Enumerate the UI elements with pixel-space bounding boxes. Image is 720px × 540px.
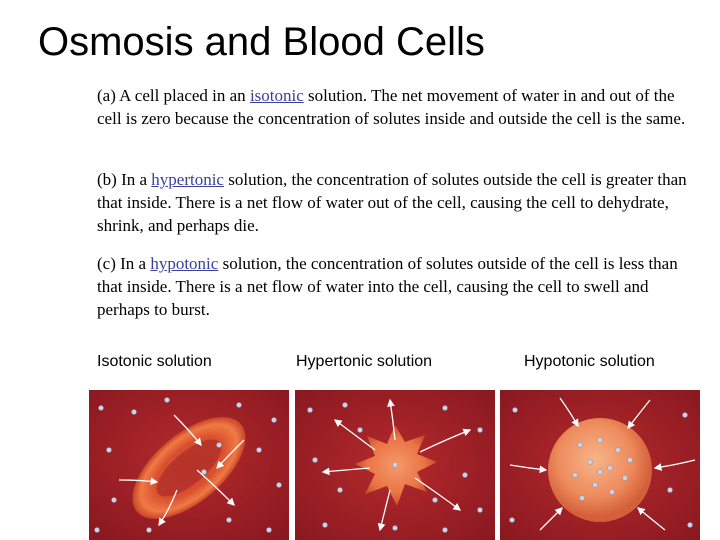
paragraph-hypertonic-prefix: (b) In a: [97, 170, 152, 189]
paragraph-hypotonic: [97, 252, 687, 321]
slide-title: Osmosis and Blood Cells: [38, 20, 485, 64]
paragraph-hypertonic-suffix: solution, the concentration of solutes outside the cell is greater than that inside. There is a net flow of water out of the cell, causing the cell to dehydrate, shrink, and perhaps die.: [97, 170, 687, 235]
isotonic-link[interactable]: isotonic: [249, 86, 304, 105]
caption-hypotonic: Hypotonic solution: [524, 353, 655, 370]
paragraph-hypertonic: [97, 168, 687, 237]
paragraph-hypotonic-prefix: (c) In a: [97, 254, 151, 273]
caption-hypertonic: Hypertonic solution: [296, 353, 433, 370]
paragraph-isotonic: [97, 84, 687, 130]
caption-isotonic: Isotonic solution: [97, 353, 212, 370]
paragraph-isotonic-suffix: solution. The net movement of water in and out of the cell is zero because the concentration of solutes inside and outside the cell is the same.: [97, 86, 686, 128]
hypotonic-cell-illustration: [500, 390, 700, 540]
paragraph-isotonic-prefix: (a) A cell placed in an: [97, 86, 250, 105]
hypertonic-link[interactable]: hypertonic: [151, 170, 224, 189]
isotonic-cell-illustration: [89, 390, 289, 540]
paragraph-hypotonic-suffix: solution, the concentration of solutes outside of the cell is less than that inside. There is a net flow of water into the cell, causing the cell to swell and perhaps to burst.: [97, 254, 678, 319]
hypotonic-link[interactable]: hypotonic: [150, 254, 219, 273]
hypertonic-cell-illustration: [295, 390, 495, 540]
